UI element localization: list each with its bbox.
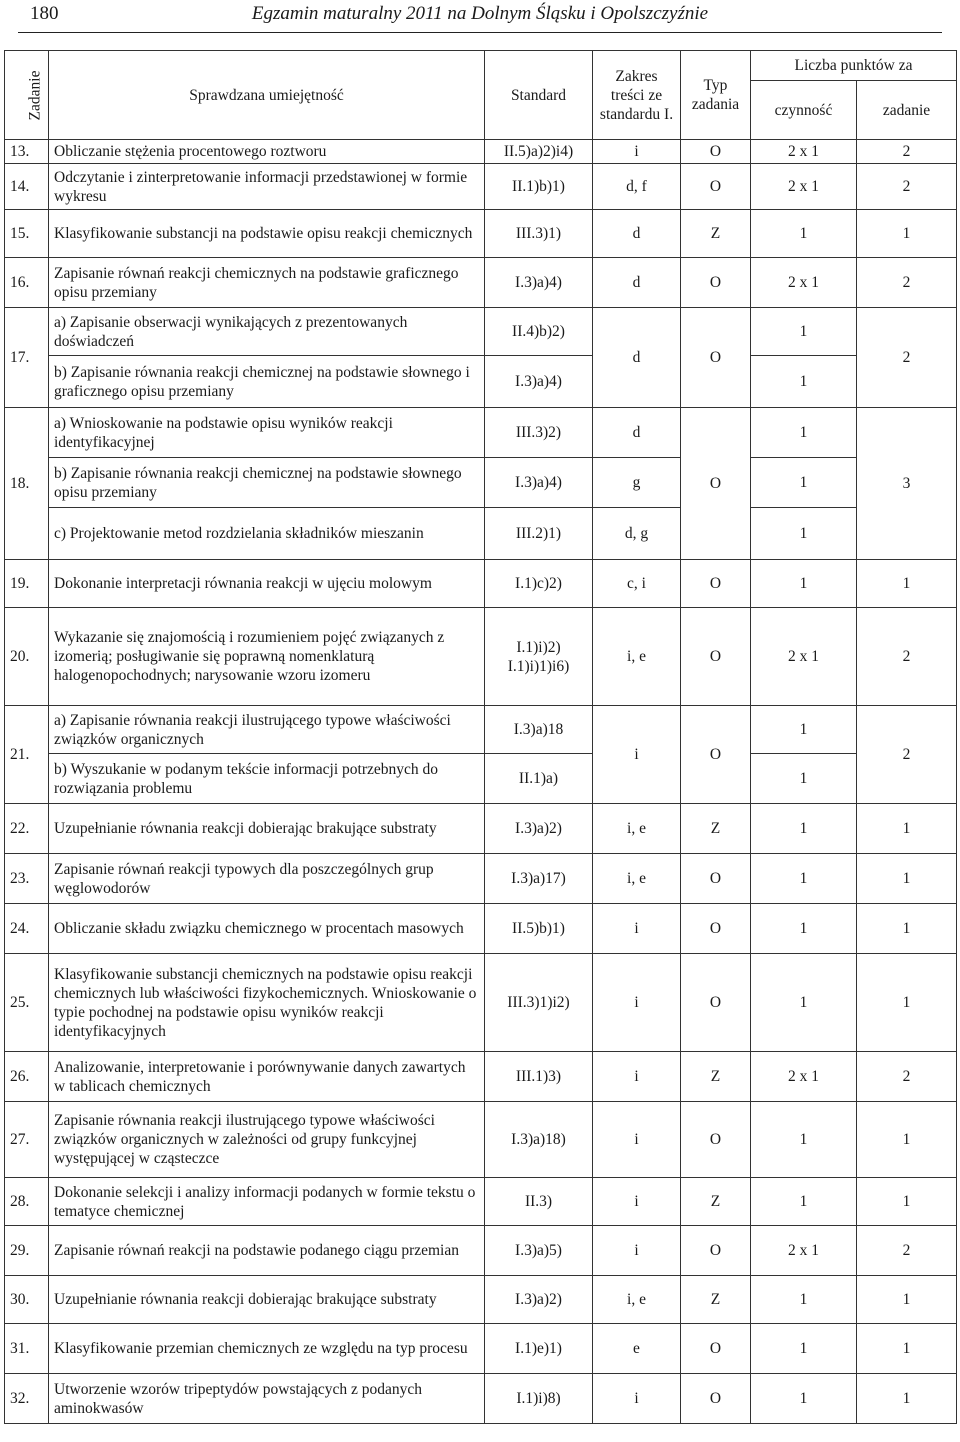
points-task: 1 xyxy=(857,1178,957,1226)
standard-code: III.3)1)i2) xyxy=(485,954,593,1052)
skill-description: Zapisanie równań reakcji chemicznych na podstawie graficznego opisu przemiany xyxy=(49,258,485,308)
points-task: 1 xyxy=(857,954,957,1052)
skill-description: b) Wyszukanie w podanym tekście informacji potrzebnych do rozwiązania problemu xyxy=(49,754,485,804)
points-activity: 2 x 1 xyxy=(751,1226,857,1276)
task-number: 21. xyxy=(5,706,49,804)
task-type: O xyxy=(681,560,751,608)
table-row xyxy=(5,140,957,164)
table-row xyxy=(5,754,957,804)
table-row xyxy=(5,258,957,308)
skill-description: Obliczanie stężenia procentowego roztworu xyxy=(49,140,485,164)
task-number: 23. xyxy=(5,854,49,904)
points-activity: 1 xyxy=(751,754,857,804)
points-activity: 1 xyxy=(751,308,857,356)
standard-code: III.2)1) xyxy=(485,508,593,560)
content-scope: c, i xyxy=(593,560,681,608)
table-row xyxy=(5,804,957,854)
task-type: O xyxy=(681,706,751,804)
content-scope: i, e xyxy=(593,1276,681,1324)
skill-description: Klasyfikowanie substancji na podstawie opisu reakcji chemicznych xyxy=(49,210,485,258)
task-number: 27. xyxy=(5,1102,49,1178)
task-type: Z xyxy=(681,1276,751,1324)
skill-description: Odczytanie i zinterpretowanie informacji przedstawionej w formie wykresu xyxy=(49,164,485,210)
standard-code: II.4)b)2) xyxy=(485,308,593,356)
task-type: O xyxy=(681,954,751,1052)
skill-description: a) Wnioskowanie na podstawie opisu wyników reakcji identyfikacyjnej xyxy=(49,408,485,458)
task-number: 19. xyxy=(5,560,49,608)
task-number: 28. xyxy=(5,1178,49,1226)
content-scope: d xyxy=(593,308,681,408)
col-header-points: Liczba punktów za xyxy=(751,51,957,81)
standard-code: III.1)3) xyxy=(485,1052,593,1102)
content-scope: g xyxy=(593,458,681,508)
points-activity: 1 xyxy=(751,408,857,458)
skill-description: Zapisanie równania reakcji ilustrującego typowe właściwości związków organicznych w zależności od grupy funkcyjnej występującej w cząsteczce xyxy=(49,1102,485,1178)
col-header-standard: Standard xyxy=(485,51,593,140)
points-activity: 1 xyxy=(751,1324,857,1374)
table-row xyxy=(5,164,957,210)
table-row xyxy=(5,308,957,356)
table-row xyxy=(5,1052,957,1102)
table-row xyxy=(5,706,957,754)
content-scope: d xyxy=(593,258,681,308)
content-scope: i xyxy=(593,904,681,954)
points-task: 2 xyxy=(857,164,957,210)
task-type: O xyxy=(681,308,751,408)
table-row xyxy=(5,608,957,706)
task-type: O xyxy=(681,854,751,904)
task-type: Z xyxy=(681,1178,751,1226)
points-task: 2 xyxy=(857,308,957,408)
skill-description: Analizowanie, interpretowanie i porównywanie danych zawartych w tablicach chemicznych xyxy=(49,1052,485,1102)
standard-code: I.3)a)2) xyxy=(485,1276,593,1324)
col-header-task: zadanie xyxy=(857,81,957,140)
skill-description: Zapisanie równań reakcji na podstawie podanego ciągu przemian xyxy=(49,1226,485,1276)
table-header xyxy=(5,51,957,140)
task-number: 18. xyxy=(5,408,49,560)
page-header xyxy=(18,0,942,33)
content-scope: i xyxy=(593,140,681,164)
task-type: Z xyxy=(681,804,751,854)
table-row xyxy=(5,356,957,408)
standard-code: I.3)a)4) xyxy=(485,458,593,508)
content-scope: e xyxy=(593,1324,681,1374)
skill-description: b) Zapisanie równania reakcji chemicznej na podstawie słownego i graficznego opisu przemiany xyxy=(49,356,485,408)
skill-description: Dokonanie interpretacji równania reakcji w ujęciu molowym xyxy=(49,560,485,608)
points-task: 2 xyxy=(857,140,957,164)
task-type: O xyxy=(681,140,751,164)
task-type: O xyxy=(681,258,751,308)
points-task: 1 xyxy=(857,560,957,608)
task-type: O xyxy=(681,1226,751,1276)
scoring-table xyxy=(4,50,957,1424)
points-activity: 1 xyxy=(751,1102,857,1178)
content-scope: d, g xyxy=(593,508,681,560)
task-number: 32. xyxy=(5,1374,49,1424)
running-title: Egzamin maturalny 2011 na Dolnym Śląsku i Opolszczyźnie xyxy=(251,3,709,24)
points-activity: 1 xyxy=(751,904,857,954)
points-activity: 1 xyxy=(751,954,857,1052)
points-task: 1 xyxy=(857,804,957,854)
table-row xyxy=(5,1324,957,1374)
table-row xyxy=(5,954,957,1052)
standard-code: II.5)b)1) xyxy=(485,904,593,954)
skill-description: a) Zapisanie obserwacji wynikających z prezentowanych doświadczeń xyxy=(49,308,485,356)
standard-code: I.3)a)4) xyxy=(485,356,593,408)
standard-code: I.3)a)17) xyxy=(485,854,593,904)
skill-description: Dokonanie selekcji i analizy informacji podanych w formie tekstu o tematyce chemicznej xyxy=(49,1178,485,1226)
points-task: 2 xyxy=(857,1052,957,1102)
standard-code: I.3)a)4) xyxy=(485,258,593,308)
task-number: 31. xyxy=(5,1324,49,1374)
table-row xyxy=(5,904,957,954)
skill-description: b) Zapisanie równania reakcji chemicznej na podstawie słownego opisu przemiany xyxy=(49,458,485,508)
content-scope: i xyxy=(593,1052,681,1102)
col-header-type: Typ zadania xyxy=(681,51,751,140)
points-task: 1 xyxy=(857,904,957,954)
task-type: O xyxy=(681,1102,751,1178)
content-scope: i xyxy=(593,1374,681,1424)
standard-code: I.3)a)18) xyxy=(485,1102,593,1178)
col-header-activity: czynność xyxy=(751,81,857,140)
standard-code: II.3) xyxy=(485,1178,593,1226)
table-row xyxy=(5,854,957,904)
col-header-scope: Zakres treści ze standardu I. xyxy=(593,51,681,140)
table-row xyxy=(5,508,957,560)
standard-code: I.3)a)18 xyxy=(485,706,593,754)
content-scope: i, e xyxy=(593,804,681,854)
task-number: 22. xyxy=(5,804,49,854)
standard-code: II.5)a)2)i4) xyxy=(485,140,593,164)
task-type: Z xyxy=(681,1052,751,1102)
points-activity: 1 xyxy=(751,804,857,854)
standard-code: III.3)1) xyxy=(485,210,593,258)
col-header-skill: Sprawdzana umiejętność xyxy=(49,51,485,140)
standard-code: III.3)2) xyxy=(485,408,593,458)
points-task: 2 xyxy=(857,608,957,706)
points-task: 2 xyxy=(857,1226,957,1276)
task-number: 26. xyxy=(5,1052,49,1102)
skill-description: Klasyfikowanie substancji chemicznych na podstawie opisu reakcji chemicznych lub właściwości fizykochemicznych. Wnioskowanie o typie pochodnej na podstawie opisu wyników reakcji identyfikacyjnych xyxy=(49,954,485,1052)
points-task: 2 xyxy=(857,258,957,308)
table-row xyxy=(5,408,957,458)
content-scope: i, e xyxy=(593,608,681,706)
points-activity: 1 xyxy=(751,356,857,408)
task-number: 29. xyxy=(5,1226,49,1276)
points-task: 1 xyxy=(857,1276,957,1324)
standard-code: I.3)a)5) xyxy=(485,1226,593,1276)
content-scope: d xyxy=(593,408,681,458)
task-type: O xyxy=(681,164,751,210)
skill-description: Zapisanie równań reakcji typowych dla poszczególnych grup węglowodorów xyxy=(49,854,485,904)
points-task: 1 xyxy=(857,1374,957,1424)
standard-code: II.1)b)1) xyxy=(485,164,593,210)
points-activity: 2 x 1 xyxy=(751,1052,857,1102)
skill-description: Uzupełnianie równania reakcji dobierając brakujące substraty xyxy=(49,804,485,854)
content-scope: i xyxy=(593,1178,681,1226)
table-row xyxy=(5,560,957,608)
skill-description: Wykazanie się znajomością i rozumieniem pojęć związanych z izomerią; posługiwanie się poprawną nomenklaturą halogenopochodnych; narysowanie wzoru izomeru xyxy=(49,608,485,706)
points-activity: 2 x 1 xyxy=(751,608,857,706)
points-activity: 2 x 1 xyxy=(751,164,857,210)
task-number: 13. xyxy=(5,140,49,164)
page-number: 180 xyxy=(30,3,59,24)
table-row xyxy=(5,1102,957,1178)
table-row xyxy=(5,458,957,508)
standard-code: I.1)c)2) xyxy=(485,560,593,608)
points-task: 1 xyxy=(857,1324,957,1374)
skill-description: c) Projektowanie metod rozdzielania składników mieszanin xyxy=(49,508,485,560)
content-scope: i xyxy=(593,1102,681,1178)
content-scope: d xyxy=(593,210,681,258)
points-task: 1 xyxy=(857,210,957,258)
points-activity: 1 xyxy=(751,1374,857,1424)
table-row xyxy=(5,1226,957,1276)
task-type: O xyxy=(681,408,751,560)
skill-description: Uzupełnianie równania reakcji dobierając brakujące substraty xyxy=(49,1276,485,1324)
standard-code: I.1)i)2) I.1)i)1)i6) xyxy=(485,608,593,706)
points-activity: 1 xyxy=(751,1178,857,1226)
task-number: 16. xyxy=(5,258,49,308)
table-row xyxy=(5,1178,957,1226)
standard-code: I.3)a)2) xyxy=(485,804,593,854)
table-row xyxy=(5,1374,957,1424)
points-task: 1 xyxy=(857,854,957,904)
standard-code: I.1)e)1) xyxy=(485,1324,593,1374)
points-activity: 2 x 1 xyxy=(751,140,857,164)
points-activity: 1 xyxy=(751,508,857,560)
task-number: 24. xyxy=(5,904,49,954)
task-type: O xyxy=(681,1374,751,1424)
points-activity: 1 xyxy=(751,210,857,258)
table-row xyxy=(5,1276,957,1324)
skill-description: Klasyfikowanie przemian chemicznych ze względu na typ procesu xyxy=(49,1324,485,1374)
task-type: Z xyxy=(681,210,751,258)
task-number: 30. xyxy=(5,1276,49,1324)
task-number: 15. xyxy=(5,210,49,258)
task-type: O xyxy=(681,904,751,954)
task-number: 14. xyxy=(5,164,49,210)
table-row xyxy=(5,210,957,258)
points-activity: 1 xyxy=(751,458,857,508)
points-task: 1 xyxy=(857,1102,957,1178)
points-activity: 1 xyxy=(751,854,857,904)
content-scope: d, f xyxy=(593,164,681,210)
skill-description: Obliczanie składu związku chemicznego w procentach masowych xyxy=(49,904,485,954)
standard-code: I.1)i)8) xyxy=(485,1374,593,1424)
skill-description: Utworzenie wzorów tripeptydów powstających z podanych aminokwasów xyxy=(49,1374,485,1424)
content-scope: i, e xyxy=(593,854,681,904)
content-scope: i xyxy=(593,706,681,804)
content-scope: i xyxy=(593,1226,681,1276)
table-body xyxy=(5,140,957,1424)
task-number: 17. xyxy=(5,308,49,408)
task-type: O xyxy=(681,608,751,706)
points-activity: 2 x 1 xyxy=(751,258,857,308)
task-number: 20. xyxy=(5,608,49,706)
points-activity: 1 xyxy=(751,706,857,754)
skill-description: a) Zapisanie równania reakcji ilustrującego typowe właściwości związków organicznych xyxy=(49,706,485,754)
col-header-zadanie: Zadanie xyxy=(5,51,49,140)
points-activity: 1 xyxy=(751,560,857,608)
content-scope: i xyxy=(593,954,681,1052)
points-task: 2 xyxy=(857,706,957,804)
task-number: 25. xyxy=(5,954,49,1052)
points-task: 3 xyxy=(857,408,957,560)
points-activity: 1 xyxy=(751,1276,857,1324)
standard-code: II.1)a) xyxy=(485,754,593,804)
task-type: O xyxy=(681,1324,751,1374)
